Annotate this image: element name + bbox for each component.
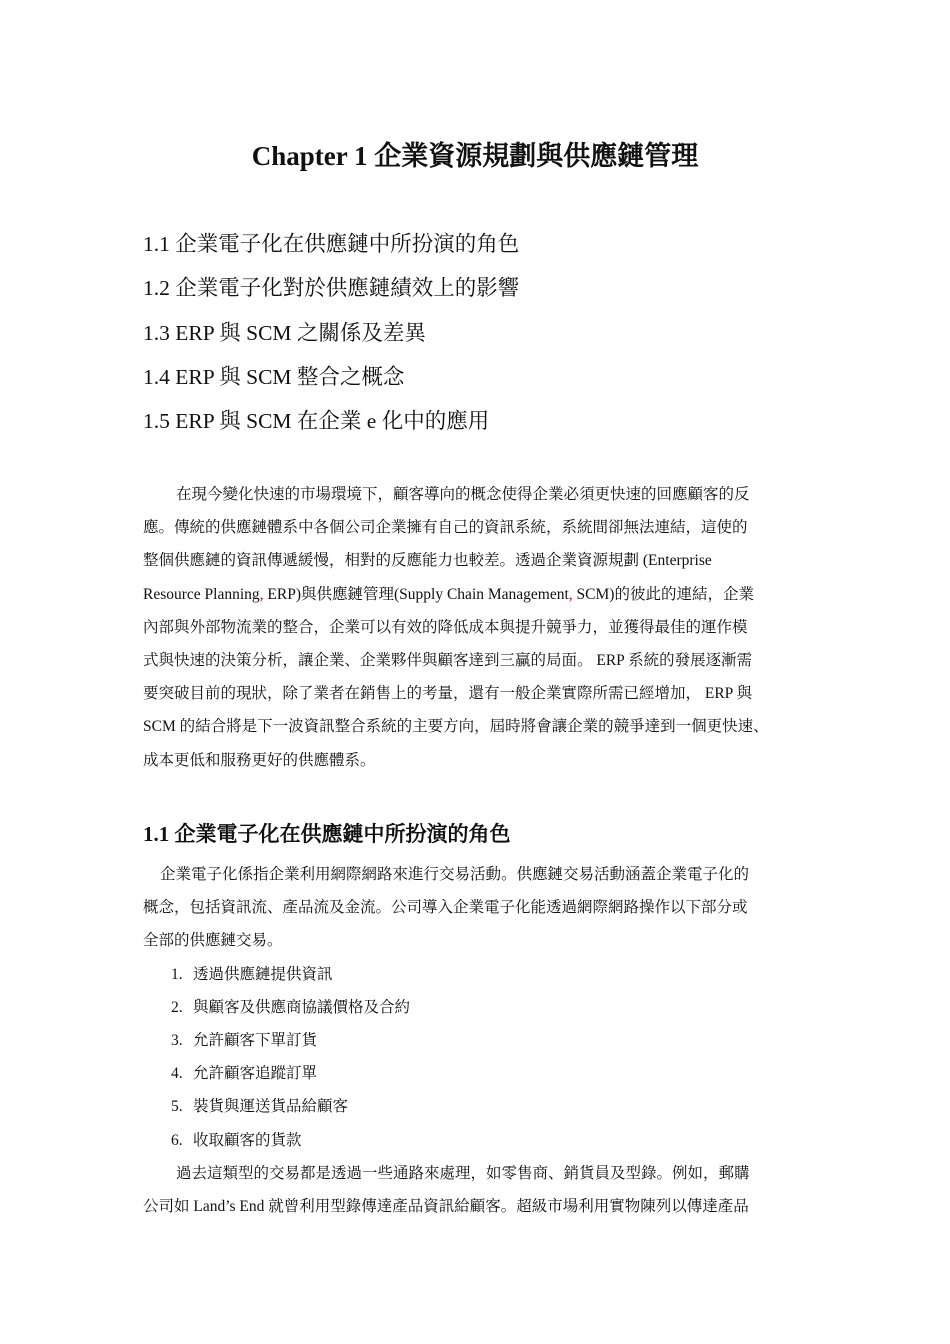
paragraph-line: 要突破目前的現狀，除了業者在銷售上的考量，還有一般企業實際所需已經增加， ERP 與 bbox=[143, 685, 753, 703]
paragraph-line: 在現今變化快速的市場環境下，顧客導向的概念使得企業必須更快速的回應顧客的反 bbox=[176, 486, 750, 503]
paragraph-line: 全部的供應鏈交易。 bbox=[143, 932, 283, 950]
paragraph-line bbox=[143, 578, 808, 611]
list-number: 4. bbox=[171, 1065, 183, 1083]
paragraph-line: SCM 的結合將是下一波資訊整合系統的主要方向，屆時將會讓企業的競爭達到一個更快速、 bbox=[143, 718, 769, 736]
list-number: 5. bbox=[171, 1098, 183, 1116]
paragraph-line: 公司如 Land’s End 就曾利用型錄傳達產品資訊給顧客。超級市場利用實物陳列以傳達產品 bbox=[143, 1198, 749, 1216]
list-item bbox=[143, 1090, 808, 1123]
section-heading: 1.1 企業電子化在供應鏈中所扮演的角色 bbox=[143, 822, 511, 846]
highlighted-comma: , bbox=[568, 585, 573, 603]
list-number: 3. bbox=[171, 1032, 183, 1050]
list-text: 透過供應鏈提供資訊 bbox=[193, 965, 333, 983]
list-item bbox=[143, 991, 808, 1024]
paragraph-line: 過去這類型的交易都是透過一些通路來處理，如零售商、銷貨員及型錄。例如，郵購 bbox=[176, 1164, 750, 1182]
text-run: ERP)與供應鏈管理(Supply Chain Management bbox=[263, 585, 569, 603]
highlighted-comma: , bbox=[259, 585, 264, 603]
intro-paragraph bbox=[143, 478, 808, 777]
chapter-title: Chapter 1 企業資源規劃與供應鏈管理 bbox=[251, 141, 699, 171]
toc-item: 1.2 企業電子化對於供應鏈績效上的影響 bbox=[143, 276, 520, 301]
text-run: SCM)的彼此的連結，企業 bbox=[572, 585, 754, 603]
paragraph-line: 式與快速的決策分析，讓企業、企業夥伴與顧客達到三贏的局面。 ERP 系統的發展逐漸需 bbox=[143, 652, 753, 670]
paragraph-line: 企業電子化係指企業利用網際網路來進行交易活動。供應鏈交易活動涵蓋企業電子化的 bbox=[160, 866, 750, 883]
list-item bbox=[143, 1057, 808, 1090]
paragraph-line: 應。傳統的供應鏈體系中各個公司企業擁有自己的資訊系統，系統間卻無法連結，這使的 bbox=[143, 519, 748, 537]
list-item bbox=[143, 1124, 808, 1157]
paragraph-line: 概念，包括資訊流、產品流及金流。公司導入企業電子化能透過網際網路操作以下部分或 bbox=[143, 899, 748, 917]
text-run: Resource Planning bbox=[143, 585, 260, 603]
toc-item: 1.5 ERP 與 SCM 在企業 e 化中的應用 bbox=[143, 409, 490, 434]
list-number: 2. bbox=[171, 998, 183, 1016]
list-item bbox=[143, 958, 808, 991]
section-body bbox=[143, 858, 808, 1223]
list-text: 允許顧客追蹤訂單 bbox=[193, 1065, 318, 1083]
list-number: 6. bbox=[171, 1131, 183, 1149]
paragraph-line: 內部與外部物流業的整合，企業可以有效的降低成本與提升競爭力，並獲得最佳的運作模 bbox=[143, 618, 748, 636]
table-of-contents bbox=[143, 222, 519, 443]
toc-item: 1.4 ERP 與 SCM 整合之概念 bbox=[143, 364, 405, 389]
list-text: 收取顧客的貨款 bbox=[193, 1131, 302, 1149]
list-text: 與顧客及供應商協議價格及合約 bbox=[193, 998, 411, 1016]
list-number: 1. bbox=[171, 965, 183, 983]
paragraph-line: 成本更低和服務更好的供應體系。 bbox=[143, 751, 376, 769]
list-text: 裝貨與運送貨品給顧客 bbox=[193, 1098, 349, 1116]
list-item bbox=[143, 1024, 808, 1057]
numbered-list bbox=[143, 958, 808, 1157]
toc-item: 1.1 企業電子化在供應鏈中所扮演的角色 bbox=[143, 232, 520, 256]
toc-item: 1.3 ERP 與 SCM 之關係及差異 bbox=[143, 320, 426, 345]
list-text: 允許顧客下單訂貨 bbox=[193, 1032, 318, 1050]
paragraph-line: 整個供應鏈的資訊傳遞緩慢，相對的反應能力也較差。透過企業資源規劃 (Enterprise bbox=[143, 552, 712, 570]
